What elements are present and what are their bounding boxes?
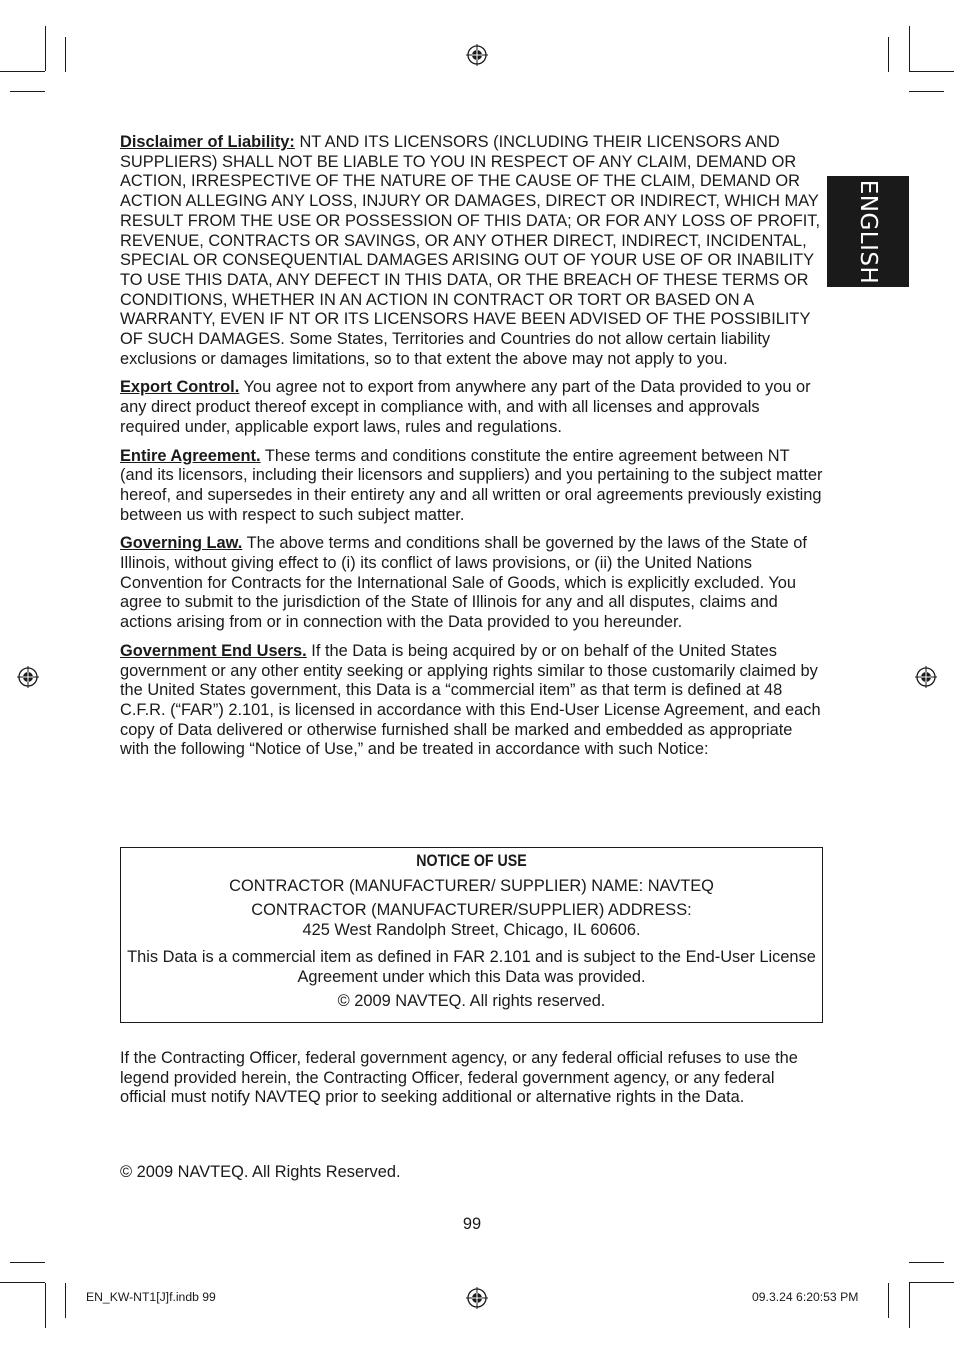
crop-mark (10, 1262, 45, 1263)
section-text: You agree not to export from anywhere any part of the Data provided to you or any direct product thereof except in compliance with, and with all licenses and approvals required under, applicable export laws, rules and regulations. (120, 378, 811, 436)
section-text: These terms and conditions constitute the entire agreement between NT (and its licensors, including their licensors and suppliers) and you pertaining to the subject matter hereof, and supersedes in their entirety any and all written or oral agreements previously existing between us with respect to such subject matter. (120, 446, 823, 524)
disclaimer-of-liability-paragraph (120, 133, 824, 369)
government-end-users-paragraph (120, 642, 824, 760)
page-number: 99 (462, 1215, 482, 1233)
contractor-address-value: 425 West Randolph Street, Chicago, IL 60606. (302, 921, 641, 940)
contracting-officer-paragraph: If the Contracting Officer, federal government agency, or any federal official refuses to use the legend provided herein, the Contracting Officer, federal government agency, or any federal official must notify NAVTEQ prior to seeking additional or alternative rights in the Data. (120, 1049, 798, 1107)
crop-mark (45, 26, 46, 71)
crop-mark (909, 26, 910, 71)
notice-of-use-box (120, 847, 823, 1023)
registration-target-icon (466, 44, 488, 66)
contractor-address-label: CONTRACTOR (MANUFACTURER/SUPPLIER) ADDRESS: (251, 901, 692, 920)
crop-mark (0, 1282, 45, 1283)
entire-agreement-paragraph (120, 447, 824, 526)
section-heading: Government End Users. (120, 641, 307, 660)
crop-mark (888, 37, 889, 72)
contractor-name-line: CONTRACTOR (MANUFACTURER/ SUPPLIER) NAME: NAVTEQ (229, 876, 714, 895)
crop-mark (65, 37, 66, 72)
section-heading: Governing Law. (120, 534, 243, 553)
crop-mark (888, 1283, 889, 1318)
slug-filename: EN_KW-NT1[J]f.indb 99 (86, 1290, 216, 1304)
language-tab (827, 176, 909, 287)
crop-mark (909, 1282, 954, 1283)
registration-target-icon (466, 1287, 488, 1309)
registration-target-icon (915, 666, 937, 688)
license-terms (120, 133, 824, 769)
footer-copyright: © 2009 NAVTEQ. All Rights Reserved. (120, 1163, 401, 1181)
slug-timestamp: 09.3.24 6:20:53 PM (752, 1290, 859, 1304)
section-heading: Disclaimer of Liability: (120, 133, 295, 151)
crop-mark (909, 91, 944, 92)
crop-mark (909, 71, 954, 72)
language-tab-label: ENGLISH (855, 179, 881, 284)
commercial-item-statement: This Data is a commercial item as defined in FAR 2.101 and is subject to the End-User License Agreement under which this Data was provided. (127, 947, 816, 986)
crop-mark (909, 1262, 944, 1263)
export-control-paragraph (120, 378, 824, 437)
section-text: The above terms and conditions shall be governed by the laws of the State of Illinois, without giving effect to (i) its conflict of laws provisions, or (ii) the United Nations Convention for Contracts for the International Sale of Goods, which is explicitly excluded. You agree to submit to the jurisdiction of the State of Illinois for any and all disputes, claims and actions arising from or in connection with the Data provided to you hereunder. (120, 534, 807, 632)
section-heading: Export Control. (120, 378, 240, 397)
section-heading: Entire Agreement. (120, 446, 261, 465)
registration-target-icon (17, 666, 39, 688)
crop-mark (909, 1283, 910, 1328)
notice-title: NOTICE OF USE (416, 852, 527, 870)
notice-copyright: © 2009 NAVTEQ. All rights reserved. (337, 992, 606, 1011)
section-text: NT AND ITS LICENSORS (INCLUDING THEIR LICENSORS AND SUPPLIERS) SHALL NOT BE LIABLE TO YOU IN RESPECT OF ANY CLAIM, DEMAND OR ACTION, IRRESPECTIVE OF THE NATURE OF THE CAUSE OF THE CLAIM, DEMAND OR ACTION ALLEGING ANY LOSS, INJURY OR DAMAGES, DIRECT OR INDIRECT, WHICH MAY RESULT FROM THE USE OR POSSESSION OF THIS DATA; OR FOR ANY LOSS OF PROFIT, REVENUE, CONTRACTS OR SAVINGS, OR ANY OTHER DIRECT, INDIRECT, INCIDENTAL, SPECIAL OR CONSEQUENTIAL DAMAGES ARISING OUT OF YOUR USE OF OR INABILITY TO USE THIS DATA, ANY DEFECT IN THIS DATA, OR THE BREACH OF THESE TERMS OR CONDITIONS, WHETHER IN AN ACTION IN CONTRACT OR TORT OR BASED ON A WARRANTY, EVEN IF NT OR ITS LICENSORS HAVE BEEN ADVISED OF THE POSSIBILITY OF SUCH DAMAGES. Some States, Territories and Countries do not allow certain liability exclusions or damages limitations, so to that extent the above may not apply to you. (120, 133, 821, 368)
crop-mark (45, 1283, 46, 1328)
crop-mark (10, 91, 45, 92)
governing-law-paragraph (120, 534, 824, 633)
crop-mark (0, 71, 45, 72)
section-text: If the Data is being acquired by or on behalf of the United States government or any other entity seeking or applying rights similar to those customarily claimed by the United States government, this Data is a “commercial item” as that term is defined at 48 C.F.R. (“FAR”) 2.101, is licensed in accordance with this End-User License Agreement, and each copy of Data delivered or otherwise furnished shall be marked and embedded as appropriate with the following “Notice of Use,” and be treated in accordance with such Notice: (120, 641, 821, 759)
crop-mark (65, 1283, 66, 1318)
